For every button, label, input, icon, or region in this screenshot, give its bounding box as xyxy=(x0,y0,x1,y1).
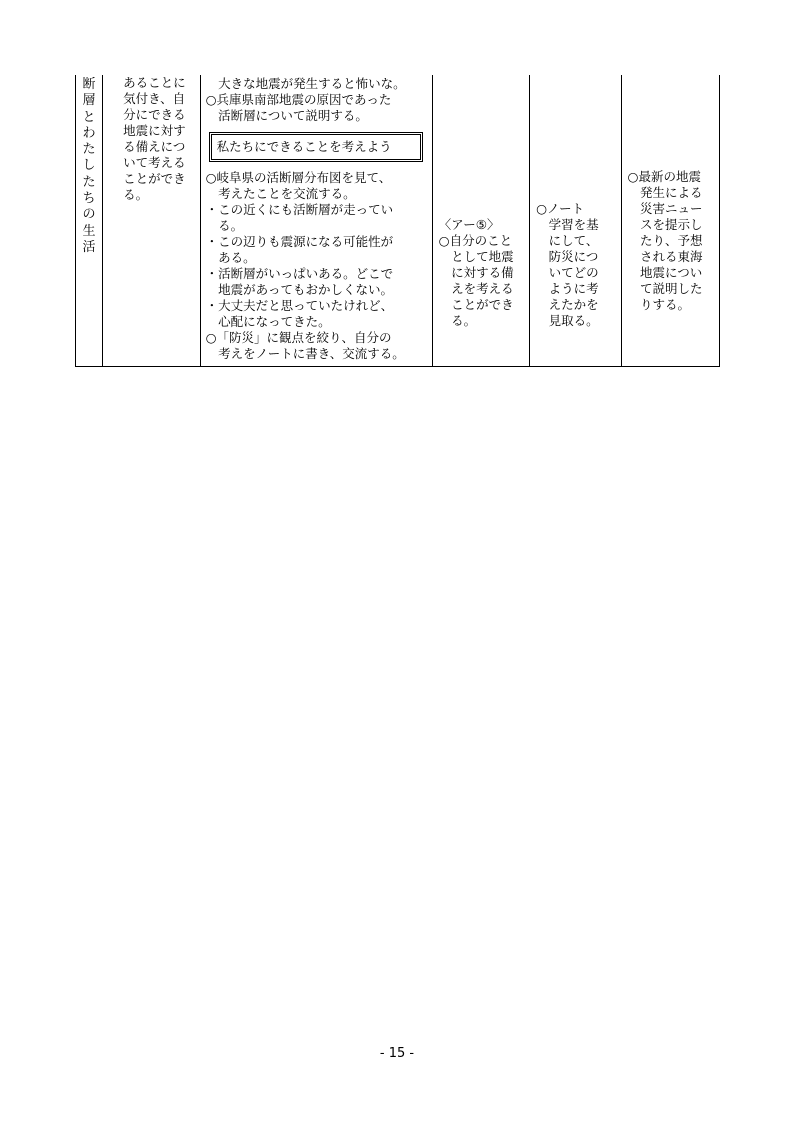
activity-line: ○兵庫県南部地震の原因であった xyxy=(205,92,392,107)
activity-line: ○「防災」に観点を絞り、自分の xyxy=(205,330,392,345)
evaluation-line: 防災につ xyxy=(536,249,599,264)
evaluation-line: ○ノート xyxy=(536,201,585,216)
support-line: スを提示し xyxy=(627,217,703,232)
activity-line: ・この辺りも震源になる可能性が xyxy=(205,234,394,249)
goal-line: る備えにつ xyxy=(123,139,186,154)
goal-line: いて考える xyxy=(123,155,186,170)
support-line: たり、予想 xyxy=(627,233,703,248)
unit-title-char: わ xyxy=(82,125,96,141)
page-number: - 15 - xyxy=(379,1046,415,1061)
goal-line: 分にできる xyxy=(123,107,186,122)
activity-line: 活断層について説明する。 xyxy=(205,108,368,123)
criteria-line: ことができ xyxy=(438,297,514,312)
goal-line: 気付き、自 xyxy=(123,91,186,106)
support-line: ○最新の地震 xyxy=(627,169,701,184)
activity-line: ある。 xyxy=(205,250,256,265)
table-row xyxy=(76,75,720,367)
activity-line: 心配になってきた。 xyxy=(205,314,331,329)
evaluation-line: 学習を基 xyxy=(536,217,599,232)
criteria-cell xyxy=(432,75,529,367)
criteria-line: として地震 xyxy=(438,249,514,264)
goal-line: あることに xyxy=(123,75,186,90)
criteria-line: る。 xyxy=(438,313,477,328)
support-line: て説明した xyxy=(627,281,703,296)
learning-task-box: 私たちにできることを考えよう xyxy=(209,132,423,162)
support-line: される東海 xyxy=(627,249,703,264)
unit-title-char: た xyxy=(82,174,96,190)
lesson-plan-table xyxy=(75,75,720,367)
evaluation-line: ように考 xyxy=(536,281,599,296)
support-cell xyxy=(621,75,719,367)
criteria-line: ○自分のこと xyxy=(438,233,513,248)
activity-line: 地震があってもおかしくない。 xyxy=(205,282,393,297)
unit-title-vertical xyxy=(76,75,102,256)
evaluation-line: いてどの xyxy=(536,265,599,280)
activity-line: ○岐阜県の活断層分布図を見て、 xyxy=(205,170,392,185)
unit-title-char: 層 xyxy=(82,93,96,109)
evaluation-line: えたかを xyxy=(536,297,599,312)
activity-line: 考えをノートに書き、交流する。 xyxy=(205,346,405,361)
support-line: 発生による xyxy=(627,185,703,200)
activity-line: ・この近くにも活断層が走ってい xyxy=(205,202,394,217)
unit-title-char: ち xyxy=(82,191,96,207)
goal-line: 地震に対す xyxy=(123,123,186,138)
criteria-line: 〈アー⑤〉 xyxy=(438,217,500,232)
support-line: りする。 xyxy=(627,297,691,312)
goal-cell xyxy=(103,75,200,367)
unit-title-char: 活 xyxy=(82,239,96,255)
criteria-line: に対する備 xyxy=(438,265,514,280)
activity-line: 考えたことを交流する。 xyxy=(205,186,356,201)
activity-line: 大きな地震が発生すると怖いな。 xyxy=(205,76,406,91)
goal-line: ことができ xyxy=(123,171,186,186)
unit-title-char: 生 xyxy=(82,223,96,239)
support-line: 災害ニュー xyxy=(627,201,703,216)
support-line: 地震につい xyxy=(627,265,703,280)
criteria-line: えを考える xyxy=(438,281,514,296)
unit-title-cell xyxy=(76,75,103,367)
unit-title-char: 断 xyxy=(82,77,96,92)
goal-line: る。 xyxy=(123,187,149,202)
unit-title-char: の xyxy=(82,207,96,223)
unit-title-char: た xyxy=(82,142,96,158)
evaluation-cell xyxy=(530,75,621,367)
evaluation-line: 見取る。 xyxy=(536,313,599,328)
activity-line: ・大丈夫だと思っていたけれど、 xyxy=(205,298,394,313)
activity-line: る。 xyxy=(205,218,244,233)
activity-cell xyxy=(200,75,432,367)
evaluation-line: にして、 xyxy=(536,233,599,248)
unit-title-char: し xyxy=(82,158,96,174)
activity-line: ・活断層がいっぱいある。どこで xyxy=(205,266,394,281)
unit-title-char: と xyxy=(82,109,96,125)
